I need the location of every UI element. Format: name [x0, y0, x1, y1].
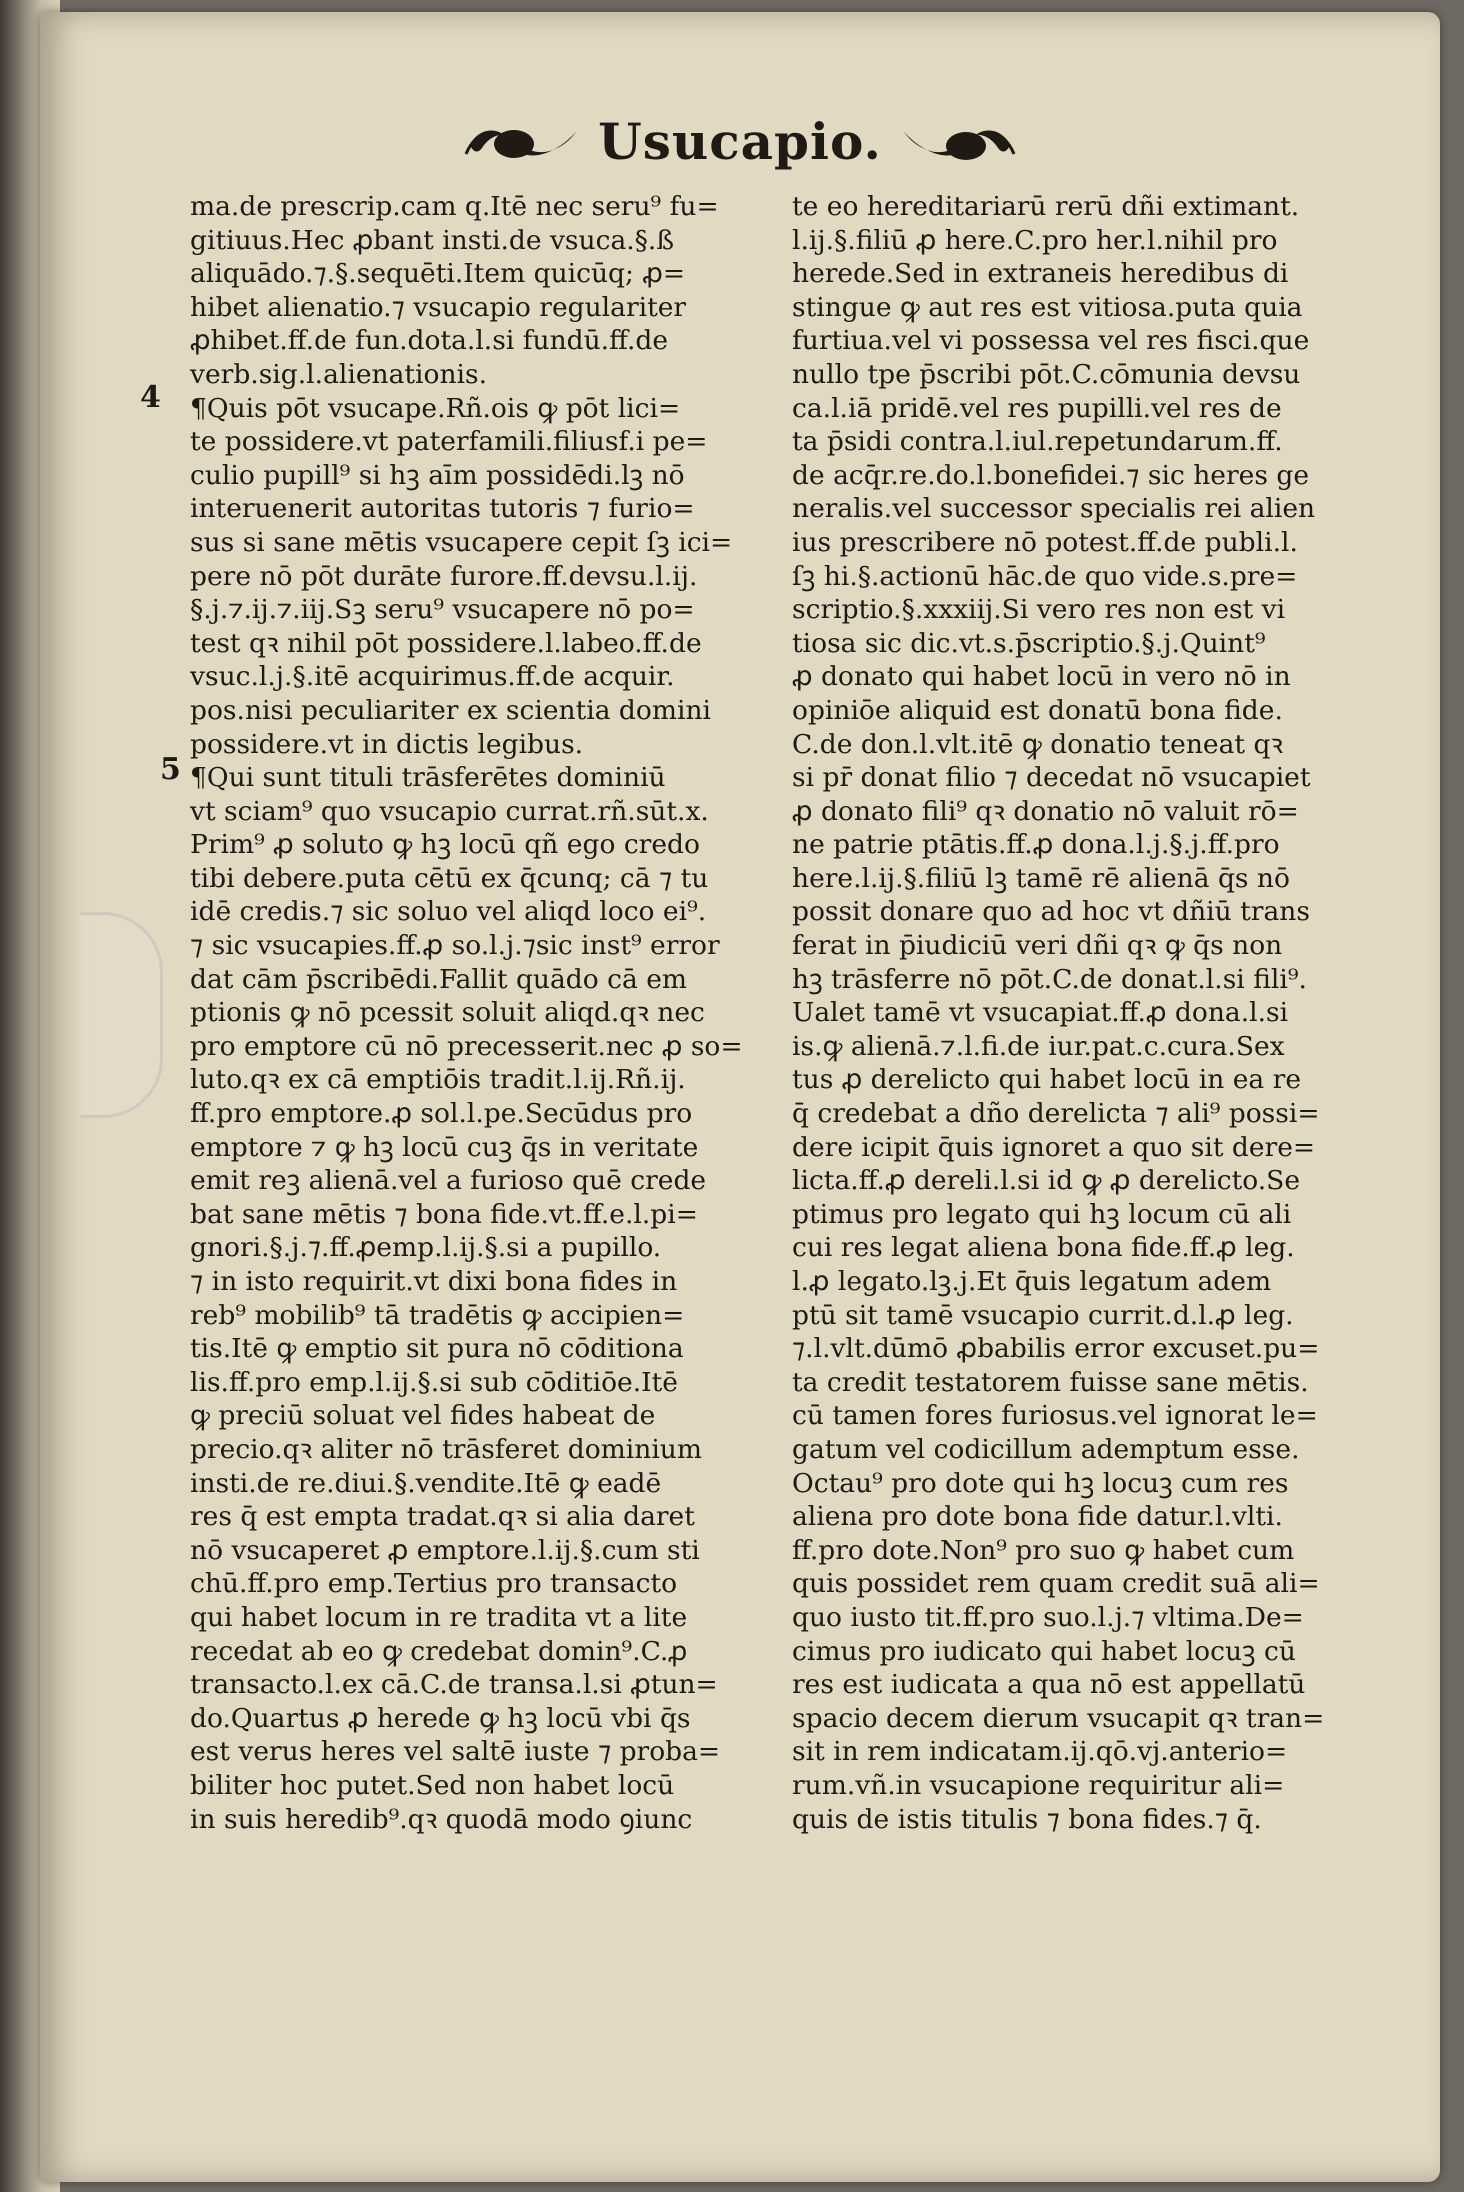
text-line: do.Quartus ꝓ herede ꝙ hꝫ locū vbi q̄s — [190, 1702, 691, 1734]
text-line: res q̄ est empta tradat.qꝛ si alia daret — [190, 1501, 695, 1533]
text-line: quis de istis titulis ⁊ bona fides.⁊ q̄. — [792, 1803, 1262, 1835]
text-line: C.de don.l.vlt.itē ꝙ donatio teneat qꝛ — [792, 728, 1283, 760]
text-line: reb⁹ mobilib⁹ tā tradētis ꝙ accipien= — [190, 1299, 685, 1331]
text-line: l.ꝓ legato.lꝫ.j.Et q̄uis legatum adem — [792, 1266, 1272, 1297]
text-line: ff.pro dote.Non⁹ pro suo ꝙ habet cum — [792, 1534, 1295, 1566]
text-line: pro emptore cū nō precesserit.nec ꝓ so= — [190, 1030, 743, 1062]
text-line: aliena pro dote bona fide datur.l.vlti. — [792, 1501, 1283, 1533]
text-line: nullo tpe p̄scribi pōt.C.cōmunia devsu — [792, 358, 1301, 390]
text-line: q̄ credebat a dño derelicta ⁊ ali⁹ possi= — [792, 1098, 1320, 1130]
text-line: in suis heredib⁹.qꝛ quodā modo ꝯiunc — [190, 1803, 693, 1835]
text-line: ta p̄sidi contra.l.iul.repetundarum.ff. — [792, 426, 1283, 458]
text-line: ius prescribere nō potest.ff.de publi.l. — [792, 526, 1298, 558]
text-line: hꝫ trāsferre nō pōt.C.de donat.l.si fili⁹. — [792, 963, 1307, 995]
text-line: ꝓ donato qui habet locū in vero nō in — [792, 661, 1291, 693]
text-line: Octau⁹ pro dote qui hꝫ locuꝫ cum res — [792, 1467, 1289, 1499]
text-line: te possidere.vt paterfamili.filiusf.i pe= — [190, 426, 708, 458]
text-line: pos.nisi peculiariter ex scientia domini — [190, 694, 711, 726]
text-line: licta.ff.ꝓ dereli.l.si id ꝙ ꝓ derelicto.Se — [792, 1165, 1301, 1197]
running-title: Usucapio. — [598, 112, 882, 171]
text-line: dere icipit q̄uis ignoret a quo sit dere= — [792, 1131, 1316, 1163]
text-line: ꝓ donato fili⁹ qꝛ donatio nō valuit rō= — [792, 795, 1299, 827]
text-line: ꝙ preciū soluat vel fides habeat de — [190, 1400, 656, 1432]
text-line: §.j.⁊.ij.⁊.iij.Sꝫ seru⁹ vsucapere nō po= — [190, 594, 695, 626]
left-ornament-icon — [464, 114, 584, 170]
text-line: de acq̄r.re.do.l.bonefidei.⁊ sic heres ge — [792, 459, 1309, 491]
text-line: ſꝫ hi.§.actionū hāc.de quo vide.s.pre= — [792, 560, 1298, 592]
text-line: verb.sig.l.alienationis. — [190, 358, 488, 390]
text-line: res est iudicata a qua nō est appellatū — [792, 1669, 1306, 1701]
text-line: ¶Quis pōt vsucape.Rñ.ois ꝙ pōt lici= — [190, 392, 681, 424]
section-marker-5: 5 — [160, 752, 181, 787]
right-ornament-icon — [896, 114, 1016, 170]
text-line: recedat ab eo ꝙ credebat domin⁹.C.ꝓ — [190, 1635, 688, 1667]
text-line: ¶Qui sunt tituli trāsferētes dominiū — [190, 762, 666, 794]
section-marker-4: 4 — [140, 380, 161, 415]
text-line: hibet alienatio.⁊ vsucapio regulariter — [190, 291, 687, 323]
text-line: cimus pro iudicato qui habet locuꝫ cū — [792, 1635, 1296, 1667]
text-line: test qꝛ nihil pōt possidere.l.labeo.ff.de — [190, 627, 702, 659]
page-header — [40, 112, 1440, 171]
text-line: ⁊ sic vsucapies.ff.ꝓ so.l.j.⁊sic inst⁹ error — [190, 930, 720, 962]
text-line: idē credis.⁊ sic soluo vel aliqd loco ei⁹. — [190, 896, 707, 928]
text-line: quo iusto tit.ff.pro suo.l.j.⁊ vltima.De= — [792, 1601, 1304, 1633]
text-line: vsuc.l.j.§.itē acquirimus.ff.de acquir. — [190, 661, 675, 693]
text-line: te eo hereditariarū rerū dñi extimant. — [792, 191, 1300, 222]
text-line: tus ꝓ derelicto qui habet locū in ea re — [792, 1064, 1301, 1096]
book-page — [40, 12, 1440, 2182]
text-line: neralis.vel successor specialis rei alien — [792, 493, 1316, 525]
text-line: stingue ꝙ aut res est vitiosa.puta quia — [792, 291, 1303, 323]
text-line: tis.Itē ꝙ emptio sit pura nō cōditiona — [190, 1333, 684, 1365]
text-line: precio.qꝛ aliter nō trāsferet dominium — [190, 1433, 702, 1465]
text-line: vt sciam⁹ quo vsucapio currat.rñ.sūt.x. — [190, 795, 709, 827]
text-line: l.ij.§.filiū ꝓ here.C.pro her.l.nihil pro — [792, 224, 1278, 256]
text-line: ma.de prescrip.cam q.Itē nec seru⁹ fu= — [190, 191, 719, 222]
right-column — [792, 190, 1352, 1836]
text-line: gnori.§.j.⁊.ff.ꝓemp.l.ij.§.si a pupillo. — [190, 1232, 662, 1264]
text-line: qui habet locum in re tradita vt a lite — [190, 1601, 688, 1633]
text-line: est verus heres vel saltē iuste ⁊ proba= — [190, 1736, 721, 1768]
text-line: bat sane mētis ⁊ bona fide.vt.ff.e.l.pi= — [190, 1198, 698, 1230]
text-line: rum.vñ.in vsucapione requiritur ali= — [792, 1769, 1285, 1801]
text-line: ptū sit tamē vsucapio currit.d.l.ꝓ leg. — [792, 1299, 1294, 1331]
text-line: biliter hoc putet.Sed non habet locū — [190, 1769, 675, 1801]
text-line: interuenerit autoritas tutoris ⁊ furio= — [190, 493, 695, 525]
text-line: cui res legat aliena bona fide.ff.ꝓ leg. — [792, 1232, 1295, 1264]
text-line: gatum vel codicillum ademptum esse. — [792, 1433, 1300, 1465]
text-line: ꝓhibet.ff.de fun.dota.l.si fundū.ff.de — [190, 325, 669, 357]
text-line: ferat in p̄iudiciū veri dñi qꝛ ꝙ q̄s non — [792, 930, 1283, 962]
text-line: dat cām p̄scribēdi.Fallit quādo cā em — [190, 963, 688, 995]
text-line: ff.pro emptore.ꝓ sol.l.pe.Secūdus pro — [190, 1098, 693, 1130]
text-line: ne patrie ptātis.ff.ꝓ dona.l.j.§.j.ff.pro — [792, 829, 1280, 861]
left-column — [190, 190, 750, 1836]
text-line: emptore ⁊ ꝙ hꝫ locū cuꝫ q̄s in veritate — [190, 1131, 699, 1163]
text-line: gitiuus.Hec ꝓbant insti.de vsuca.§.ß — [190, 224, 675, 256]
text-line: ptionis ꝙ nō pcessit soluit aliqd.qꝛ nec — [190, 997, 705, 1029]
text-line: luto.qꝛ ex cā emptiōis tradit.l.ij.Rñ.ij. — [190, 1064, 686, 1096]
text-line: quis possidet rem quam credit suā ali= — [792, 1568, 1320, 1600]
text-line: opiniōe aliquid est donatū bona fide. — [792, 694, 1283, 726]
text-line: is.ꝙ alienā.⁊.l.fi.de iur.pat.c.cura.Sex — [792, 1030, 1285, 1062]
text-line: here.l.ij.§.filiū lꝫ tamē rē alienā q̄s nō — [792, 862, 1290, 894]
text-line: tiosa sic dic.vt.s.p̄scriptio.§.j.Quint⁹ — [792, 627, 1266, 659]
text-line: herede.Sed in extraneis heredibus di — [792, 258, 1289, 290]
text-line: furtiua.vel vi possessa vel res fisci.que — [792, 325, 1310, 357]
clip-mark — [80, 912, 163, 1118]
text-line: si pr̄ donat filio ⁊ decedat nō vsucapiet — [792, 762, 1311, 794]
text-line: scriptio.§.xxxiij.Si vero res non est vi — [792, 594, 1286, 626]
text-line: ptimus pro legato qui hꝫ locum cū ali — [792, 1198, 1292, 1230]
text-line: Prim⁹ ꝓ soluto ꝙ hꝫ locū qñ ego credo — [190, 829, 700, 861]
text-line: sus si sane mētis vsucapere cepit ſꝫ ici= — [190, 526, 733, 558]
text-line: chū.ff.pro emp.Tertius pro transacto — [190, 1568, 678, 1600]
text-line: sit in rem indicatam.ij.qō.vj.anterio= — [792, 1736, 1288, 1768]
text-line: nō vsucaperet ꝓ emptore.l.ij.§.cum sti — [190, 1534, 700, 1566]
text-line: possit donare quo ad hoc vt dñiū trans — [792, 896, 1310, 928]
text-line: cū tamen fores furiosus.vel ignorat le= — [792, 1400, 1318, 1432]
text-line: transacto.l.ex cā.C.de transa.l.si ꝓtun= — [190, 1669, 718, 1701]
text-line: spacio decem dierum vsucapit qꝛ tran= — [792, 1702, 1325, 1734]
text-line: ta credit testatorem fuisse sane mētis. — [792, 1366, 1309, 1398]
text-line: aliquādo.⁊.§.sequēti.Item quicūq; ꝓ= — [190, 258, 686, 290]
text-line: insti.de re.diui.§.vendite.Itē ꝙ eadē — [190, 1467, 662, 1499]
text-line: ⁊.l.vlt.dūmō ꝓbabilis error excuset.pu= — [792, 1333, 1320, 1365]
text-line: Ualet tamē vt vsucapiat.ff.ꝓ dona.l.si — [792, 997, 1289, 1029]
text-line: possidere.vt in dictis legibus. — [190, 728, 584, 760]
text-line: tibi debere.puta cētū ex q̄cunq; cā ⁊ tu — [190, 862, 709, 894]
text-line: pere nō pōt durāte furore.ff.devsu.l.ij. — [190, 560, 698, 592]
text-line: lis.ff.pro emp.l.ij.§.si sub cōditiōe.Itē — [190, 1366, 678, 1398]
text-line: culio pupill⁹ si hꝫ aīm possidēdi.lꝫ nō — [190, 459, 685, 491]
text-line: ⁊ in isto requirit.vt dixi bona fides in — [190, 1266, 678, 1297]
text-line: emit reꝫ alienā.vel a furioso quē crede — [190, 1165, 707, 1197]
text-line: ca.l.iā pridē.vel res pupilli.vel res de — [792, 392, 1282, 424]
